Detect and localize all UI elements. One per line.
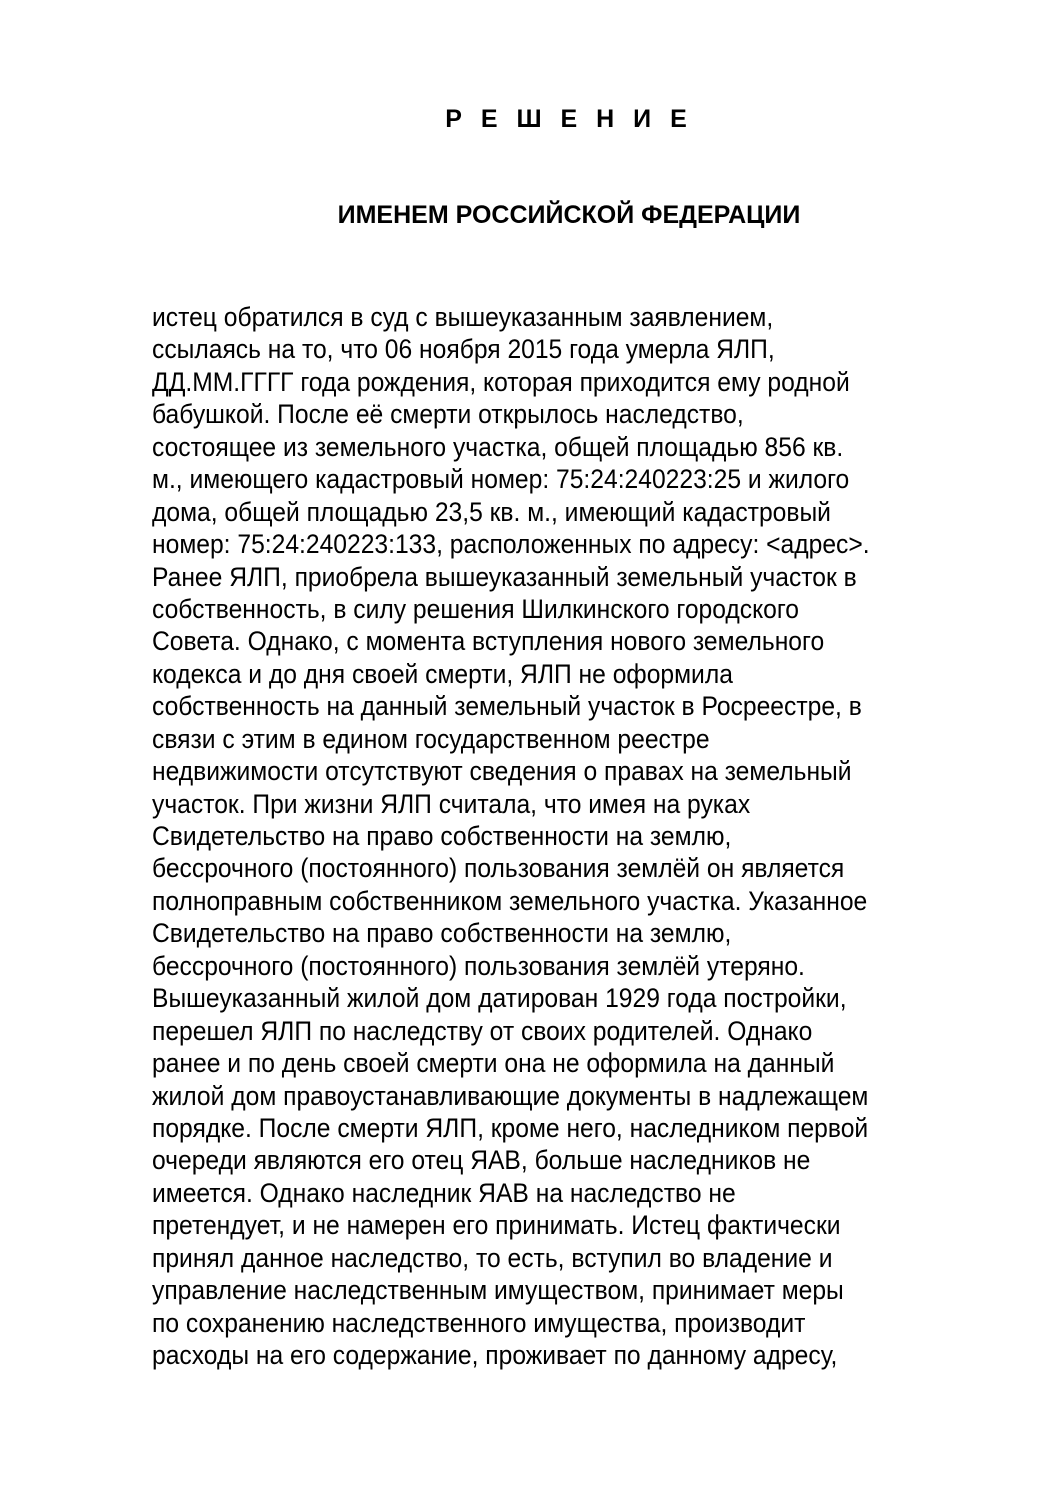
body-line: принял данное наследство, то есть, вступил во владение и <box>152 1242 833 1273</box>
body-line: имеется. Однако наследник ЯАВ на наследство не <box>152 1177 736 1208</box>
body-line: состоящее из земельного участка, общей площадью 856 кв. <box>152 431 844 462</box>
body-line: претендует, и не намерен его принимать. Истец фактически <box>152 1210 841 1241</box>
body-line: бессрочного (постоянного) пользования землёй он является <box>152 853 845 884</box>
body-line: собственность на данный земельный участок в Росреестре, в <box>152 691 862 722</box>
body-line: м., имеющего кадастровый номер: 75:24:240223:25 и жилого <box>152 464 850 495</box>
body-line: ранее и по день своей смерти она не оформила на данный <box>152 1048 835 1079</box>
body-line: связи с этим в едином государственном реестре <box>152 723 710 754</box>
body-line: кодекса и до дня своей смерти, ЯЛП не оформила <box>152 658 733 689</box>
body-line: полноправным собственником земельного участка. Указанное <box>152 885 868 916</box>
body-line: Вышеуказанный жилой дом датирован 1929 года постройки, <box>152 983 847 1014</box>
body-line: Совета. Однако, с момента вступления нового земельного <box>152 626 825 657</box>
body-line: управление наследственным имуществом, принимает меры <box>152 1275 844 1306</box>
body-line: жилой дом правоустанавливающие документы в надлежащем <box>152 1080 869 1111</box>
body-line: Ранее ЯЛП, приобрела вышеуказанный земельный участок в <box>152 561 857 592</box>
document-subtitle: ИМЕНЕМ РОССИЙСКОЙ ФЕДЕРАЦИИ <box>337 201 801 229</box>
body-line: ДД.ММ.ГГГГ года рождения, которая приходится ему родной <box>152 366 850 397</box>
body-line: участок. При жизни ЯЛП считала, что имея на руках <box>152 788 751 819</box>
body-line: бессрочного (постоянного) пользования землёй утеряно. <box>152 950 805 981</box>
body-line: расходы на его содержание, проживает по данному адресу, <box>152 1340 838 1370</box>
body-line: истец обратился в суд с вышеуказанным заявлением, <box>152 302 774 332</box>
body-line: Свидетельство на право собственности на землю, <box>152 918 732 949</box>
body-line: ссылаясь на то, что 06 ноября 2015 года умерла ЯЛП, <box>152 334 775 365</box>
body-line: недвижимости отсутствуют сведения о правах на земельный <box>152 756 852 787</box>
body-line: дома, общей площадью 23,5 кв. м., имеющий кадастровый <box>152 496 831 527</box>
body-line: номер: 75:24:240223:133, расположенных по адресу: <адрес>. <box>152 529 870 560</box>
body-line: порядке. После смерти ЯЛП, кроме него, наследником первой <box>152 1112 869 1143</box>
body-line: перешел ЯЛП по наследству от своих родителей. Однако <box>152 1015 813 1046</box>
body-line: очереди являются его отец ЯАВ, больше наследников не <box>152 1145 811 1176</box>
body-line: собственность, в силу решения Шилкинского городского <box>152 593 800 624</box>
document-title: Р Е Ш Е Н И Е <box>445 105 693 133</box>
body-line: Свидетельство на право собственности на землю, <box>152 821 732 851</box>
body-line: бабушкой. После её смерти открылось наследство, <box>152 399 744 430</box>
body-line: по сохранению наследственного имущества, производит <box>152 1307 806 1338</box>
document-body <box>152 301 1032 1371</box>
